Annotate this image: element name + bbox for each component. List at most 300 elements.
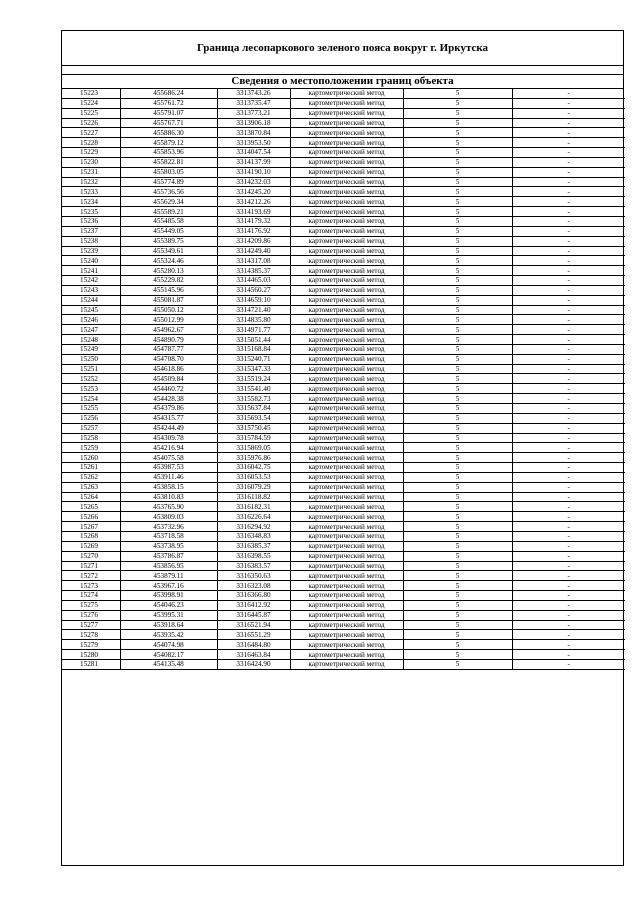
x-coordinate-cell: 454428.38 (120, 394, 217, 404)
x-coordinate-cell: 454309.78 (120, 433, 217, 443)
y-coordinate-cell: 3314659.10 (217, 295, 290, 305)
method-cell: картометрический метод (290, 630, 403, 640)
method-cell: картометрический метод (290, 285, 403, 295)
x-coordinate-cell: 454379.86 (120, 404, 217, 414)
method-cell: картометрический метод (290, 482, 403, 492)
method-cell: картометрический метод (290, 148, 403, 158)
y-coordinate-cell: 3314212.26 (217, 197, 290, 207)
description-cell: - (512, 600, 625, 610)
method-cell: картометрический метод (290, 413, 403, 423)
accuracy-cell: 5 (403, 492, 512, 502)
point-number-cell: 15261 (62, 463, 120, 473)
method-cell: картометрический метод (290, 591, 403, 601)
accuracy-cell: 5 (403, 522, 512, 532)
accuracy-cell: 5 (403, 315, 512, 325)
description-cell: - (512, 295, 625, 305)
method-cell: картометрический метод (290, 226, 403, 236)
x-coordinate-cell: 454135.48 (120, 659, 217, 669)
table-row (62, 571, 625, 581)
y-coordinate-cell: 3315693.54 (217, 413, 290, 423)
y-coordinate-cell: 3314245.20 (217, 187, 290, 197)
table-row (62, 157, 625, 167)
table-row (62, 512, 625, 522)
x-coordinate-cell: 455761.72 (120, 98, 217, 108)
point-number-cell: 15250 (62, 354, 120, 364)
description-cell: - (512, 561, 625, 571)
point-number-cell: 15248 (62, 335, 120, 345)
table-row (62, 335, 625, 345)
method-cell: картометрический метод (290, 315, 403, 325)
point-number-cell: 15230 (62, 157, 120, 167)
y-coordinate-cell: 3316445.87 (217, 610, 290, 620)
x-coordinate-cell: 455791.07 (120, 108, 217, 118)
accuracy-cell: 5 (403, 187, 512, 197)
point-number-cell: 15278 (62, 630, 120, 640)
x-coordinate-cell: 454315.77 (120, 413, 217, 423)
x-coordinate-cell: 453858.15 (120, 482, 217, 492)
description-cell: - (512, 108, 625, 118)
x-coordinate-cell: 455229.82 (120, 276, 217, 286)
table-row (62, 197, 625, 207)
accuracy-cell: 5 (403, 394, 512, 404)
point-number-cell: 15276 (62, 610, 120, 620)
accuracy-cell: 5 (403, 659, 512, 669)
description-cell: - (512, 551, 625, 561)
table-row (62, 246, 625, 256)
x-coordinate-cell: 455324.46 (120, 256, 217, 266)
x-coordinate-cell: 454962.67 (120, 325, 217, 335)
accuracy-cell: 5 (403, 148, 512, 158)
point-number-cell: 15263 (62, 482, 120, 492)
y-coordinate-cell: 3314249.40 (217, 246, 290, 256)
method-cell: картометрический метод (290, 650, 403, 660)
method-cell: картометрический метод (290, 167, 403, 177)
point-number-cell: 15274 (62, 591, 120, 601)
point-number-cell: 15253 (62, 384, 120, 394)
table-row (62, 463, 625, 473)
table-row (62, 266, 625, 276)
accuracy-cell: 5 (403, 433, 512, 443)
method-cell: картометрический метод (290, 207, 403, 217)
y-coordinate-cell: 3315168.84 (217, 344, 290, 354)
description-cell: - (512, 581, 625, 591)
y-coordinate-cell: 3316383.57 (217, 561, 290, 571)
y-coordinate-cell: 3315784.59 (217, 433, 290, 443)
y-coordinate-cell: 3315976.86 (217, 453, 290, 463)
x-coordinate-cell: 453998.91 (120, 591, 217, 601)
y-coordinate-cell: 3313743.26 (217, 89, 290, 98)
point-number-cell: 15264 (62, 492, 120, 502)
x-coordinate-cell: 455389.75 (120, 236, 217, 246)
description-cell: - (512, 394, 625, 404)
accuracy-cell: 5 (403, 581, 512, 591)
point-number-cell: 15238 (62, 236, 120, 246)
method-cell: картометрический метод (290, 374, 403, 384)
accuracy-cell: 5 (403, 285, 512, 295)
accuracy-cell: 5 (403, 463, 512, 473)
x-coordinate-cell: 455349.61 (120, 246, 217, 256)
table-row (62, 187, 625, 197)
description-cell: - (512, 364, 625, 374)
description-cell: - (512, 138, 625, 148)
point-number-cell: 15275 (62, 600, 120, 610)
accuracy-cell: 5 (403, 453, 512, 463)
y-coordinate-cell: 3316484.80 (217, 640, 290, 650)
point-number-cell: 15225 (62, 108, 120, 118)
table-row (62, 315, 625, 325)
method-cell: картометрический метод (290, 561, 403, 571)
method-cell: картометрический метод (290, 216, 403, 226)
y-coordinate-cell: 3313870.84 (217, 128, 290, 138)
table-row (62, 502, 625, 512)
x-coordinate-cell: 455879.12 (120, 138, 217, 148)
point-number-cell: 15240 (62, 256, 120, 266)
table-row (62, 305, 625, 315)
table-row (62, 98, 625, 108)
description-cell: - (512, 423, 625, 433)
x-coordinate-cell: 455767.71 (120, 118, 217, 128)
table-row (62, 226, 625, 236)
accuracy-cell: 5 (403, 384, 512, 394)
method-cell: картометрический метод (290, 492, 403, 502)
accuracy-cell: 5 (403, 167, 512, 177)
y-coordinate-cell: 3315519.24 (217, 374, 290, 384)
table-row (62, 325, 625, 335)
table-row (62, 659, 625, 669)
table-row (62, 344, 625, 354)
accuracy-cell: 5 (403, 118, 512, 128)
accuracy-cell: 5 (403, 226, 512, 236)
accuracy-cell: 5 (403, 325, 512, 335)
point-number-cell: 15241 (62, 266, 120, 276)
x-coordinate-cell: 454046.23 (120, 600, 217, 610)
table-row (62, 413, 625, 423)
method-cell: картометрический метод (290, 502, 403, 512)
accuracy-cell: 5 (403, 610, 512, 620)
point-number-cell: 15256 (62, 413, 120, 423)
point-number-cell: 15258 (62, 433, 120, 443)
point-number-cell: 15244 (62, 295, 120, 305)
table-row (62, 492, 625, 502)
description-cell: - (512, 276, 625, 286)
method-cell: картометрический метод (290, 354, 403, 364)
table-row (62, 138, 625, 148)
accuracy-cell: 5 (403, 482, 512, 492)
accuracy-cell: 5 (403, 502, 512, 512)
table-row (62, 561, 625, 571)
document-frame (61, 30, 624, 866)
description-cell: - (512, 463, 625, 473)
y-coordinate-cell: 3316294.92 (217, 522, 290, 532)
y-coordinate-cell: 3313773.21 (217, 108, 290, 118)
accuracy-cell: 5 (403, 640, 512, 650)
description-cell: - (512, 591, 625, 601)
y-coordinate-cell: 3314193.69 (217, 207, 290, 217)
method-cell: картометрический метод (290, 187, 403, 197)
point-number-cell: 15273 (62, 581, 120, 591)
accuracy-cell: 5 (403, 108, 512, 118)
x-coordinate-cell: 453786.87 (120, 551, 217, 561)
y-coordinate-cell: 3316385.37 (217, 541, 290, 551)
x-coordinate-cell: 455629.34 (120, 197, 217, 207)
method-cell: картометрический метод (290, 640, 403, 650)
description-cell: - (512, 492, 625, 502)
y-coordinate-cell: 3316412.92 (217, 600, 290, 610)
method-cell: картометрический метод (290, 246, 403, 256)
method-cell: картометрический метод (290, 89, 403, 98)
y-coordinate-cell: 3313735.47 (217, 98, 290, 108)
accuracy-cell: 5 (403, 423, 512, 433)
x-coordinate-cell: 454460.72 (120, 384, 217, 394)
y-coordinate-cell: 3314971.77 (217, 325, 290, 335)
accuracy-cell: 5 (403, 305, 512, 315)
y-coordinate-cell: 3314209.86 (217, 236, 290, 246)
y-coordinate-cell: 3314137.99 (217, 157, 290, 167)
method-cell: картометрический метод (290, 384, 403, 394)
method-cell: картометрический метод (290, 522, 403, 532)
x-coordinate-cell: 454618.86 (120, 364, 217, 374)
point-number-cell: 15279 (62, 640, 120, 650)
accuracy-cell: 5 (403, 404, 512, 414)
accuracy-cell: 5 (403, 197, 512, 207)
description-cell: - (512, 177, 625, 187)
y-coordinate-cell: 3316424.90 (217, 659, 290, 669)
accuracy-cell: 5 (403, 98, 512, 108)
accuracy-cell: 5 (403, 531, 512, 541)
method-cell: картометрический метод (290, 276, 403, 286)
method-cell: картометрический метод (290, 108, 403, 118)
point-number-cell: 15270 (62, 551, 120, 561)
description-cell: - (512, 531, 625, 541)
point-number-cell: 15254 (62, 394, 120, 404)
point-number-cell: 15262 (62, 472, 120, 482)
point-number-cell: 15236 (62, 216, 120, 226)
method-cell: картометрический метод (290, 256, 403, 266)
point-number-cell: 15239 (62, 246, 120, 256)
method-cell: картометрический метод (290, 305, 403, 315)
description-cell: - (512, 374, 625, 384)
y-coordinate-cell: 3315541.40 (217, 384, 290, 394)
description-cell: - (512, 354, 625, 364)
method-cell: картометрический метод (290, 551, 403, 561)
accuracy-cell: 5 (403, 344, 512, 354)
table-row (62, 128, 625, 138)
description-cell: - (512, 443, 625, 453)
y-coordinate-cell: 3314317.08 (217, 256, 290, 266)
description-cell: - (512, 285, 625, 295)
method-cell: картометрический метод (290, 512, 403, 522)
y-coordinate-cell: 3315582.73 (217, 394, 290, 404)
method-cell: картометрический метод (290, 236, 403, 246)
accuracy-cell: 5 (403, 551, 512, 561)
description-cell: - (512, 384, 625, 394)
y-coordinate-cell: 3315347.33 (217, 364, 290, 374)
point-number-cell: 15272 (62, 571, 120, 581)
x-coordinate-cell: 453935.42 (120, 630, 217, 640)
point-number-cell: 15224 (62, 98, 120, 108)
point-number-cell: 15281 (62, 659, 120, 669)
table-row (62, 118, 625, 128)
point-number-cell: 15271 (62, 561, 120, 571)
table-row (62, 207, 625, 217)
x-coordinate-cell: 453732.96 (120, 522, 217, 532)
table-row (62, 630, 625, 640)
y-coordinate-cell: 3316079.29 (217, 482, 290, 492)
method-cell: картометрический метод (290, 118, 403, 128)
description-cell: - (512, 89, 625, 98)
description-cell: - (512, 315, 625, 325)
description-cell: - (512, 640, 625, 650)
accuracy-cell: 5 (403, 364, 512, 374)
y-coordinate-cell: 3316226.64 (217, 512, 290, 522)
description-cell: - (512, 207, 625, 217)
y-coordinate-cell: 3314721.40 (217, 305, 290, 315)
table-row (62, 591, 625, 601)
y-coordinate-cell: 3316350.63 (217, 571, 290, 581)
description-cell: - (512, 98, 625, 108)
table-row (62, 541, 625, 551)
x-coordinate-cell: 454244.49 (120, 423, 217, 433)
accuracy-cell: 5 (403, 157, 512, 167)
table-row (62, 433, 625, 443)
table-row (62, 108, 625, 118)
table-row (62, 620, 625, 630)
point-number-cell: 15223 (62, 89, 120, 98)
method-cell: картометрический метод (290, 197, 403, 207)
accuracy-cell: 5 (403, 138, 512, 148)
accuracy-cell: 5 (403, 591, 512, 601)
accuracy-cell: 5 (403, 266, 512, 276)
y-coordinate-cell: 3316348.83 (217, 531, 290, 541)
accuracy-cell: 5 (403, 177, 512, 187)
table-row (62, 522, 625, 532)
x-coordinate-cell: 453738.95 (120, 541, 217, 551)
y-coordinate-cell: 3314190.10 (217, 167, 290, 177)
point-number-cell: 15269 (62, 541, 120, 551)
table-row (62, 354, 625, 364)
table-row (62, 394, 625, 404)
x-coordinate-cell: 453967.16 (120, 581, 217, 591)
table-row (62, 610, 625, 620)
table-row (62, 423, 625, 433)
accuracy-cell: 5 (403, 472, 512, 482)
point-number-cell: 15259 (62, 443, 120, 453)
point-number-cell: 15265 (62, 502, 120, 512)
point-number-cell: 15231 (62, 167, 120, 177)
description-cell: - (512, 522, 625, 532)
table-row (62, 167, 625, 177)
method-cell: картометрический метод (290, 463, 403, 473)
method-cell: картометрический метод (290, 394, 403, 404)
x-coordinate-cell: 453765.90 (120, 502, 217, 512)
accuracy-cell: 5 (403, 246, 512, 256)
point-number-cell: 15232 (62, 177, 120, 187)
accuracy-cell: 5 (403, 374, 512, 384)
y-coordinate-cell: 3315051.44 (217, 335, 290, 345)
description-cell: - (512, 226, 625, 236)
x-coordinate-cell: 455050.12 (120, 305, 217, 315)
x-coordinate-cell: 454074.98 (120, 640, 217, 650)
description-cell: - (512, 404, 625, 414)
description-cell: - (512, 610, 625, 620)
table-row (62, 216, 625, 226)
section-subtitle: Сведения о местоположении границ объекта (62, 75, 623, 89)
description-cell: - (512, 453, 625, 463)
description-cell: - (512, 335, 625, 345)
table-row (62, 384, 625, 394)
point-number-cell: 15228 (62, 138, 120, 148)
table-row (62, 453, 625, 463)
y-coordinate-cell: 3316521.94 (217, 620, 290, 630)
accuracy-cell: 5 (403, 512, 512, 522)
document-title: Граница лесопаркового зеленого пояса вокруг г. Иркутска (62, 31, 623, 66)
accuracy-cell: 5 (403, 128, 512, 138)
y-coordinate-cell: 3315869.05 (217, 443, 290, 453)
method-cell: картометрический метод (290, 531, 403, 541)
table-row (62, 472, 625, 482)
table-row (62, 581, 625, 591)
description-cell: - (512, 236, 625, 246)
description-cell: - (512, 344, 625, 354)
point-number-cell: 15255 (62, 404, 120, 414)
point-number-cell: 15260 (62, 453, 120, 463)
x-coordinate-cell: 454075.58 (120, 453, 217, 463)
point-number-cell: 15252 (62, 374, 120, 384)
description-cell: - (512, 541, 625, 551)
y-coordinate-cell: 3315637.84 (217, 404, 290, 414)
point-number-cell: 15243 (62, 285, 120, 295)
description-cell: - (512, 620, 625, 630)
accuracy-cell: 5 (403, 443, 512, 453)
y-coordinate-cell: 3314465.03 (217, 276, 290, 286)
y-coordinate-cell: 3314047.54 (217, 148, 290, 158)
x-coordinate-cell: 455589.21 (120, 207, 217, 217)
x-coordinate-cell: 454890.79 (120, 335, 217, 345)
x-coordinate-cell: 454509.84 (120, 374, 217, 384)
x-coordinate-cell: 455686.24 (120, 89, 217, 98)
y-coordinate-cell: 3315240.71 (217, 354, 290, 364)
point-number-cell: 15233 (62, 187, 120, 197)
point-number-cell: 15242 (62, 276, 120, 286)
y-coordinate-cell: 3316053.53 (217, 472, 290, 482)
x-coordinate-cell: 455853.96 (120, 148, 217, 158)
point-number-cell: 15235 (62, 207, 120, 217)
x-coordinate-cell: 453856.95 (120, 561, 217, 571)
coordinates-table-body (62, 89, 625, 669)
table-row (62, 295, 625, 305)
description-cell: - (512, 630, 625, 640)
method-cell: картометрический метод (290, 443, 403, 453)
description-cell: - (512, 197, 625, 207)
accuracy-cell: 5 (403, 236, 512, 246)
x-coordinate-cell: 455822.81 (120, 157, 217, 167)
point-number-cell: 15280 (62, 650, 120, 660)
point-number-cell: 15267 (62, 522, 120, 532)
coordinates-table (62, 89, 625, 670)
description-cell: - (512, 266, 625, 276)
method-cell: картометрический метод (290, 325, 403, 335)
method-cell: картометрический метод (290, 581, 403, 591)
accuracy-cell: 5 (403, 571, 512, 581)
y-coordinate-cell: 3313906.18 (217, 118, 290, 128)
method-cell: картометрический метод (290, 620, 403, 630)
header-spacer (62, 66, 623, 75)
description-cell: - (512, 571, 625, 581)
method-cell: картометрический метод (290, 335, 403, 345)
description-cell: - (512, 325, 625, 335)
method-cell: картометрический метод (290, 295, 403, 305)
point-number-cell: 15251 (62, 364, 120, 374)
